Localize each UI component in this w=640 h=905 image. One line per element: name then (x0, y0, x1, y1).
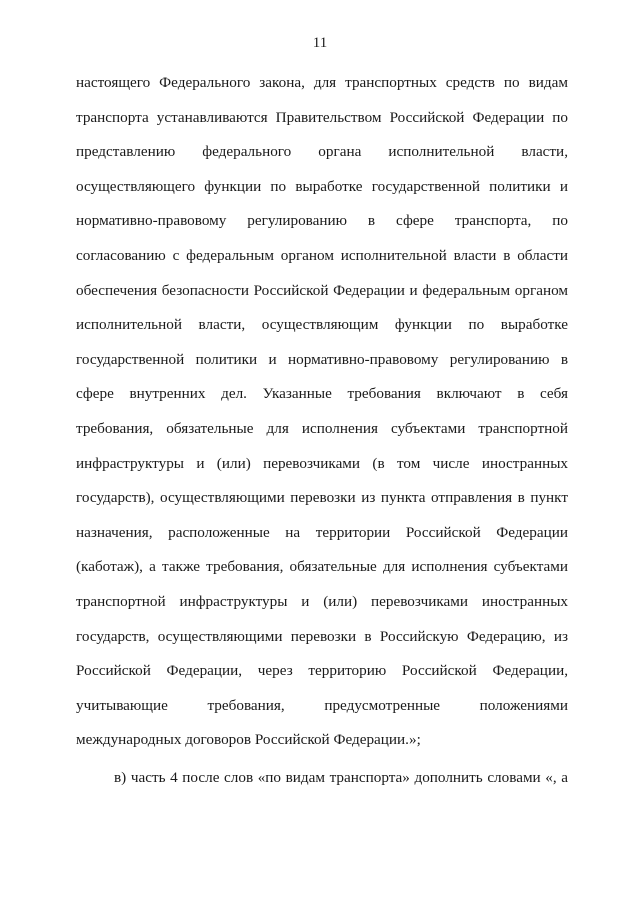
paragraph-end-line: международных договоров Российской Федерации.»; (76, 731, 421, 749)
text-line: учитывающие требования, предусмотренные положениями (76, 696, 568, 714)
document-body (76, 66, 568, 795)
text-line: осуществляющего функции по выработке государственной политики и (76, 177, 568, 195)
text-line: государственной политики и нормативно-правовому регулированию в (76, 350, 568, 368)
text-line: государств), осуществляющими перевозки из пункта отправления в пункт (76, 489, 568, 507)
text-line: сфере внутренних дел. Указанные требования включают в себя (76, 385, 568, 403)
text-line: нормативно-правовому регулированию в сфере транспорта, по (76, 212, 568, 230)
text-line: требования, обязательные для исполнения субъектами транспортной (76, 419, 568, 437)
text-line: представлению федерального органа исполнительной власти, (76, 143, 568, 161)
paragraph-start-line: в) часть 4 после слов «по видам транспорта» дополнить словами «, а (114, 768, 568, 786)
text-line: обеспечения безопасности Российской Федерации и федеральным органом (76, 281, 568, 299)
text-line: исполнительной власти, осуществляющим функции по выработке (76, 316, 568, 334)
text-line: инфраструктуры и (или) перевозчиками (в том числе иностранных (76, 454, 568, 472)
text-line: транспорта устанавливаются Правительством Российской Федерации по (76, 108, 568, 126)
text-line: государств, осуществляющими перевозки в Российскую Федерацию, из (76, 627, 568, 645)
text-line: (каботаж), а также требования, обязательные для исполнения субъектами (76, 558, 568, 576)
page-number: 11 (312, 35, 328, 51)
text-line: Российской Федерации, через территорию Российской Федерации, (76, 662, 568, 680)
text-line: транспортной инфраструктуры и (или) перевозчиками иностранных (76, 592, 568, 610)
text-line: согласованию с федеральным органом исполнительной власти в области (76, 246, 568, 264)
text-line: настоящего Федерального закона, для транспортных средств по видам (76, 74, 568, 91)
text-line: назначения, расположенные на территории Российской Федерации (76, 523, 568, 541)
